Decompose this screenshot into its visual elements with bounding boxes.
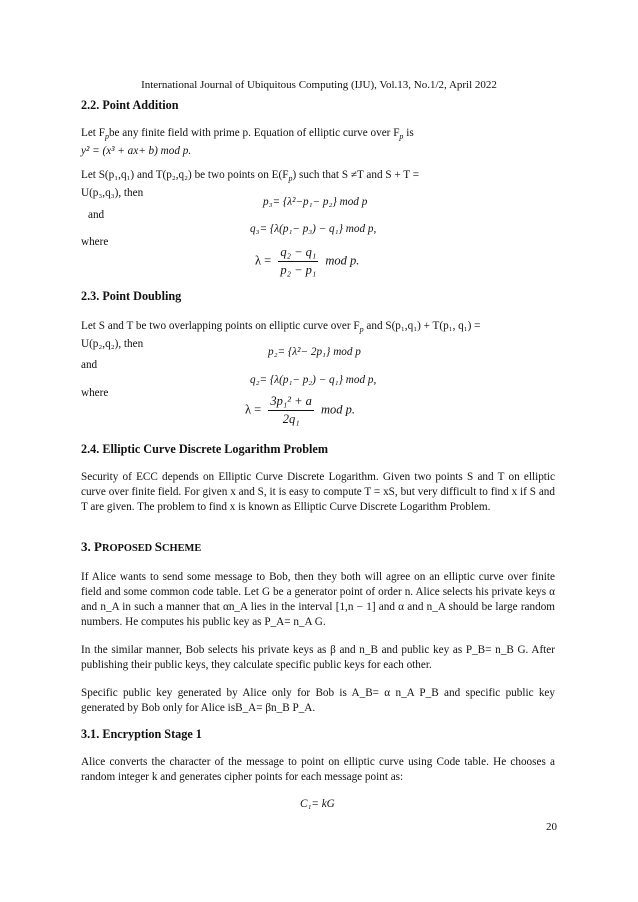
s3-heading-P: P bbox=[94, 539, 102, 554]
running-header: International Journal of Ubiquitous Computing (IJU), Vol.13, No.1/2, April 2022 bbox=[141, 79, 497, 91]
s22-p3-part-a: Let S(p₁,q₁) and T(p₂,q₂) be two points on E(F bbox=[81, 169, 289, 181]
s3-paragraph-3: Specific public key generated by Alice only for Bob is A_B= α n_A P_B and specific public key generated by Bob only for Alice isB_A= βn_B P_A. bbox=[81, 687, 555, 714]
s22-where-label: where bbox=[81, 236, 109, 248]
s22-p3-part-c: U(p₃,q₃), then bbox=[81, 187, 144, 200]
s22-p1-part-c: is bbox=[403, 127, 414, 139]
s22-lambda-denominator: p₂ − p₁ bbox=[280, 263, 317, 277]
s22-lambda-fraction bbox=[278, 245, 318, 278]
s23-and-label: and bbox=[81, 359, 98, 371]
s22-equation-q3: q₃= {λ(p₁− p₃) − q₁} mod p, bbox=[250, 223, 377, 235]
s22-and-label: and bbox=[88, 209, 105, 221]
s22-lambda-tail: mod p. bbox=[325, 253, 360, 268]
section-2-3-heading: 2.3. Point Doubling bbox=[81, 289, 182, 303]
s23-equation-q2: q₂= {λ(p₁− p₂) − q₁} mod p, bbox=[250, 374, 377, 386]
s23-paragraph-1: Let S and T be two overlapping points on elliptic curve over $F_p$ and S(p₁,q₁) + T(p₁, q₁) = U(p₂,q₂), then bbox=[81, 320, 481, 351]
s23-lambda-numerator: 3p₁² + a bbox=[268, 394, 314, 411]
s23-p1-part-b: and S(p₁,q₁) + T(p₁, q₁) = bbox=[363, 320, 481, 332]
s23-lambda-tail: mod p. bbox=[321, 402, 356, 417]
s31-paragraph: Alice converts the character of the message to point on elliptic curve using Code table. He chooses a random integer k and generates cipher points for each message point as: bbox=[81, 756, 555, 783]
s22-paragraph-2: Let S(p₁,q₁) and T(p₂,q₂) be two points on $E(F_p)$ such that S ≠T and S + T = U(p₃,q₃), then bbox=[81, 169, 420, 200]
s3-heading-S: S bbox=[154, 539, 163, 554]
s23-p1-part-c: U(p₂,q₂), then bbox=[81, 338, 144, 351]
s22-curve-equation: y² = (x³ + ax+ b) mod p. bbox=[81, 145, 192, 158]
s23-lambda-equation bbox=[245, 394, 355, 427]
section-2-2-heading: 2.2. Point Addition bbox=[81, 98, 179, 112]
s22-p1-part-a: Let F bbox=[81, 127, 105, 139]
page-number: 20 bbox=[546, 821, 557, 833]
section-2-4-heading: 2.4. Elliptic Curve Discrete Logarithm Problem bbox=[81, 442, 328, 456]
s3-paragraph-1: If Alice wants to send some message to Bob, then they both will agree on an elliptic curve over finite field and some common code table. Let G be a generator point of order n. Alice selects his private keys α and n_A in such a manner that αn_A lies in the interval [1,n − 1] and α and n_A should be large random numbers. He computes his public key as P_A= n_A G. bbox=[81, 571, 555, 628]
s3-paragraph-2: In the similar manner, Bob selects his private keys as β and n_B and public key as P_B= n_B G. After publishing their public keys, they calculate specific public keys for each other. bbox=[81, 644, 555, 671]
s22-p1-part-b: be any finite field with prime p. Equation of elliptic curve over F bbox=[108, 127, 400, 139]
s3-heading-roposed: ROPOSED bbox=[101, 543, 155, 554]
section-3-heading bbox=[81, 539, 201, 556]
s23-where-label: where bbox=[81, 387, 109, 399]
s24-paragraph: Security of ECC depends on Elliptic Curve Discrete Logarithm. Given two points S and T on elliptic curve over finite field. For given x and S, it is easy to compute T = xS, but very difficult to find x if S and T are given. The problem to find x is known as Elliptic Curve Discrete Logarithm Problem. bbox=[81, 471, 555, 513]
s23-p1-part-a: Let S and T be two overlapping points on elliptic curve over F bbox=[81, 320, 360, 332]
s23-lambda-fraction bbox=[268, 394, 314, 427]
s3-heading-cheme: CHEME bbox=[162, 543, 202, 554]
s23-equation-p2: p₂= {λ²− 2p₁} mod p bbox=[268, 346, 361, 358]
s3-heading-number: 3. bbox=[81, 539, 94, 554]
s22-lambda-lhs: λ = bbox=[255, 253, 272, 268]
s31-cipher-equation: C₁= kG bbox=[300, 798, 335, 810]
s22-paragraph-1: Let $F_pbe$ any finite field with prime p. Equation of elliptic curve over $F_p$ is y² = (x³ + ax+ b) mod p. bbox=[81, 127, 414, 158]
s23-lambda-denominator: 2q₁ bbox=[282, 412, 300, 426]
s23-lambda-lhs: λ = bbox=[245, 402, 262, 417]
section-3-1-heading: 3.1. Encryption Stage 1 bbox=[81, 727, 202, 741]
s22-equation-p3: p₃= {λ²−p₁− p₂} mod p bbox=[263, 196, 368, 208]
s22-lambda-numerator: q₂ − q₁ bbox=[278, 245, 318, 262]
s22-p3-part-b: ) such that S ≠T and S + T = bbox=[292, 169, 420, 181]
s22-lambda-equation bbox=[255, 245, 359, 278]
